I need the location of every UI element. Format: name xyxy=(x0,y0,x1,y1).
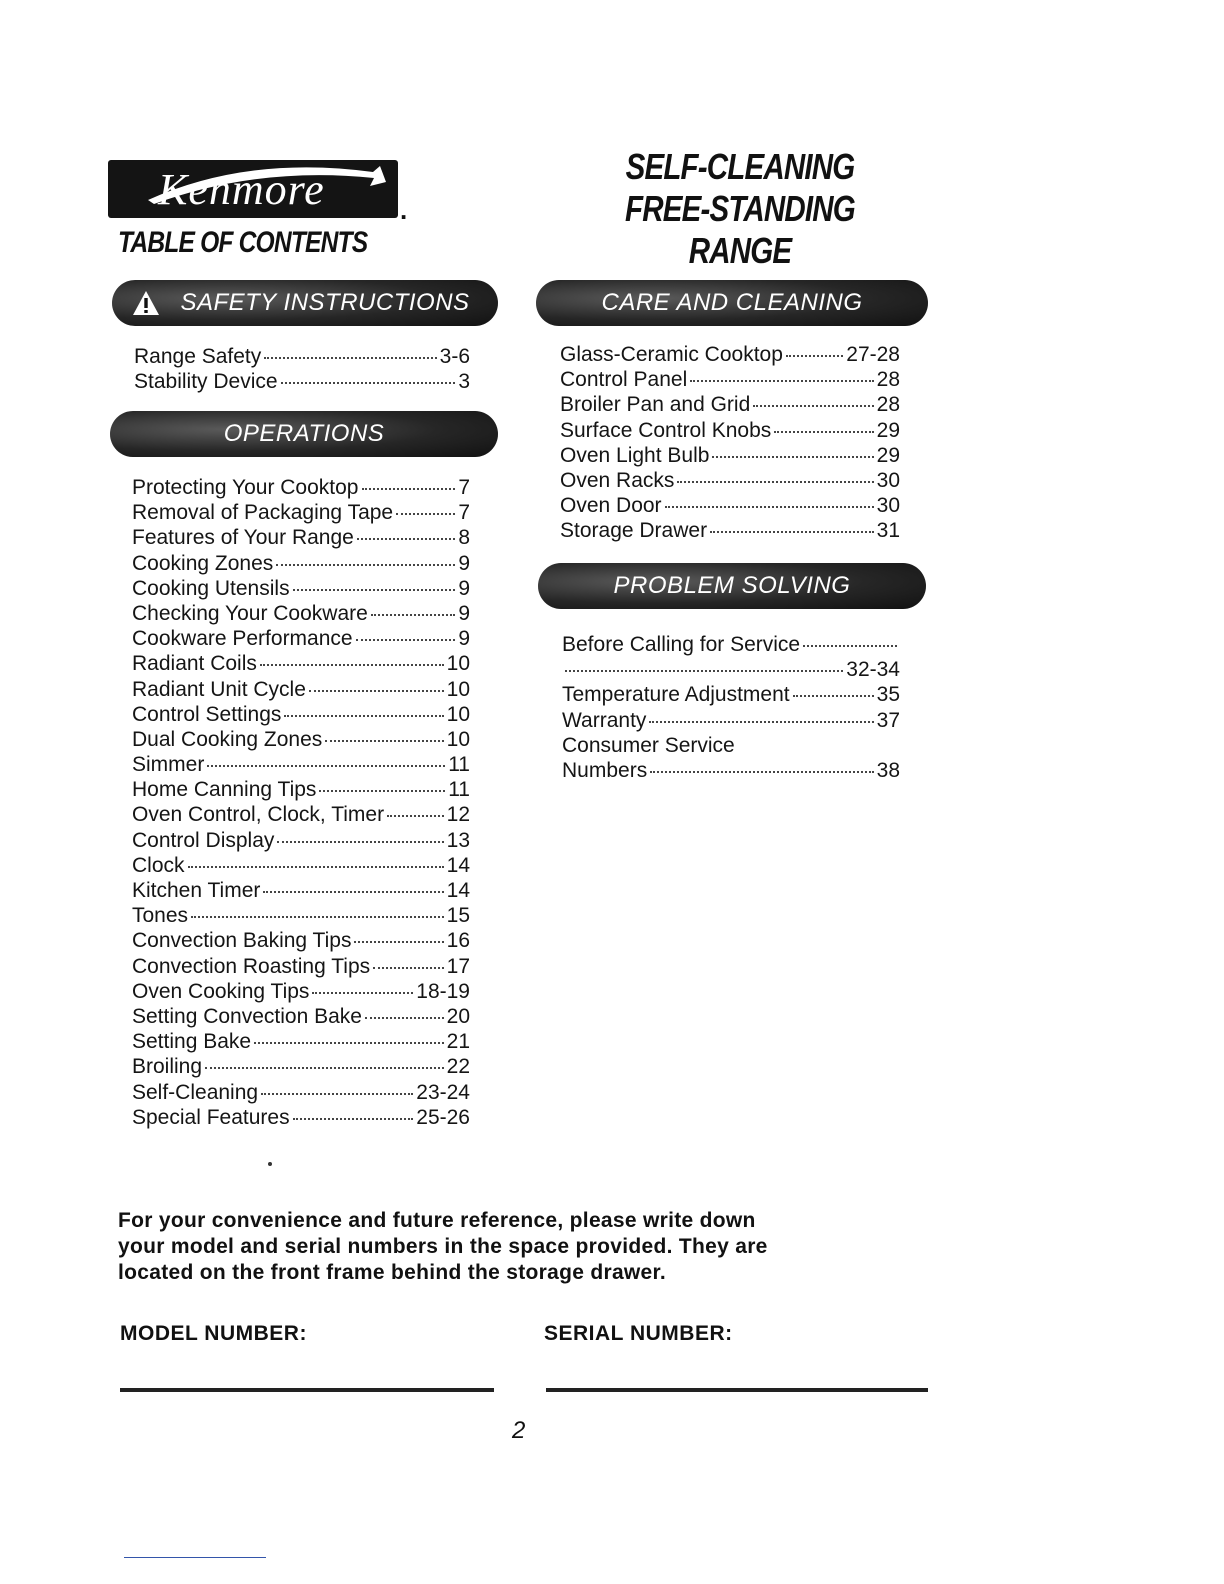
warning-icon xyxy=(132,290,160,316)
toc-entry xyxy=(132,879,470,904)
toc-leader-dots xyxy=(357,538,455,540)
reference-note xyxy=(118,1208,938,1286)
note-line-2: your model and serial numbers in the space provided. They are xyxy=(118,1235,768,1258)
toc-entry-page: 31 xyxy=(876,519,900,543)
toc-leader-dots xyxy=(396,513,455,515)
section-header-care xyxy=(536,280,928,326)
section-header-safety xyxy=(112,280,498,326)
toc-entry-label: Oven Door xyxy=(560,494,662,518)
toc-leader-dots xyxy=(276,564,455,566)
toc-entry-page: 10 xyxy=(446,702,470,726)
toc-entry-page: 3 xyxy=(458,370,470,394)
toc-entry-page: 13 xyxy=(446,828,470,852)
toc-entry-page: 11 xyxy=(448,778,470,802)
toc-entry-label: Convection Roasting Tips xyxy=(132,954,371,978)
toc-entry-label: Oven Control, Clock, Timer xyxy=(132,803,385,827)
toc-entry xyxy=(560,393,900,418)
toc-entry-label: Oven Light Bulb xyxy=(560,443,710,467)
toc-leader-dots xyxy=(665,506,874,508)
toc-entry xyxy=(562,633,900,658)
toc-entry-page: 16 xyxy=(446,929,470,953)
toc-entry-label: Special Features xyxy=(132,1105,290,1129)
logo-registered-dot: . xyxy=(400,195,408,225)
toc-entry xyxy=(560,519,900,544)
toc-entry-label: Storage Drawer xyxy=(560,519,708,543)
stray-mark xyxy=(268,1162,272,1166)
toc-leader-dots xyxy=(205,1067,444,1069)
toc-entry xyxy=(134,345,470,370)
toc-entry-page: 14 xyxy=(446,853,470,877)
toc-entry-label: Glass-Ceramic Cooktop xyxy=(560,343,783,366)
toc-entry xyxy=(132,526,470,551)
toc-entry-page: 18-19 xyxy=(416,979,470,1003)
toc-entry-page: 28 xyxy=(876,393,900,417)
toc-leader-dots xyxy=(365,1017,444,1019)
toc-entry-label: Numbers xyxy=(562,758,648,782)
toc-leader-dots xyxy=(207,765,445,767)
toc-entry xyxy=(132,577,470,602)
section-header-problem xyxy=(538,563,926,609)
toc-entry-page: 7 xyxy=(458,476,470,499)
toc-leader-dots xyxy=(325,740,443,742)
toc-entry-label: Surface Control Knobs xyxy=(560,418,772,442)
toc-entry-label: Oven Racks xyxy=(560,468,675,492)
toc-entry-label: Before Calling for Service xyxy=(562,633,801,656)
toc-entry-page: 37 xyxy=(876,708,900,732)
logo-text: Kenmore xyxy=(158,165,325,214)
toc-entry-label: Cookware Performance xyxy=(132,627,353,651)
toc-entry xyxy=(562,709,900,734)
toc-entry xyxy=(132,854,470,879)
toc-entry-page: 27-28 xyxy=(846,343,900,366)
toc-entry xyxy=(132,552,470,577)
model-number-line[interactable] xyxy=(120,1388,494,1392)
toc-entry-label: Setting Bake xyxy=(132,1030,252,1054)
toc-entry-page: 20 xyxy=(446,1004,470,1028)
toc-entry-label: Broiling xyxy=(132,1055,203,1079)
section-title-safety: SAFETY INSTRUCTIONS xyxy=(180,289,470,316)
toc-leader-dots xyxy=(690,380,873,382)
toc-entry xyxy=(134,370,470,395)
toc-entry xyxy=(132,602,470,627)
toc-leader-dots xyxy=(254,1042,444,1044)
toc-leader-dots xyxy=(373,967,444,969)
toc-entry-label: Oven Cooking Tips xyxy=(132,979,310,1003)
footer-rule xyxy=(124,1557,266,1558)
toc-entry xyxy=(132,678,470,703)
toc-entry-page: 30 xyxy=(876,494,900,518)
toc-entry-label: Range Safety xyxy=(134,345,262,368)
toc-leader-dots xyxy=(677,481,873,483)
section-title-problem: PROBLEM SOLVING xyxy=(613,572,851,599)
serial-number-label: SERIAL NUMBER: xyxy=(544,1322,733,1345)
toc-entry xyxy=(562,683,900,708)
toc-entry-page: 22 xyxy=(446,1055,470,1079)
serial-number-line[interactable] xyxy=(546,1388,928,1392)
toc-leader-dots xyxy=(803,645,897,647)
toc-entry-page: 9 xyxy=(458,551,470,575)
toc-entry xyxy=(132,627,470,652)
note-line-1: For your convenience and future reference, please write down xyxy=(118,1209,756,1232)
toc-leader-dots xyxy=(191,916,444,918)
toc-leader-dots xyxy=(786,355,843,357)
product-title-line2: FREE-STANDING RANGE xyxy=(625,188,855,271)
product-title xyxy=(540,146,940,272)
product-title-line1: SELF-CLEANING xyxy=(625,146,855,187)
toc-entry xyxy=(132,929,470,954)
toc-list-operations xyxy=(132,476,470,1131)
toc-entry-label: Control Panel xyxy=(560,368,688,392)
toc-leader-dots xyxy=(650,771,873,773)
toc-entry-page: 32-34 xyxy=(846,658,900,682)
toc-entry-page: 25-26 xyxy=(416,1105,470,1129)
toc-entry-label: Dual Cooking Zones xyxy=(132,727,323,751)
toc-entry-label: Radiant Coils xyxy=(132,652,257,676)
toc-entry xyxy=(132,1106,470,1131)
toc-leader-dots xyxy=(774,431,873,433)
toc-entry-label: Checking Your Cookware xyxy=(132,601,368,625)
model-number-label: MODEL NUMBER: xyxy=(120,1322,307,1345)
toc-entry-page: 9 xyxy=(458,576,470,600)
toc-entry-page: 38 xyxy=(876,758,900,782)
toc-leader-dots xyxy=(260,664,444,666)
toc-leader-dots xyxy=(319,790,445,792)
toc-leader-dots xyxy=(261,1093,413,1095)
toc-entry-page: 28 xyxy=(876,368,900,392)
toc-entry xyxy=(132,980,470,1005)
toc-entry xyxy=(132,778,470,803)
toc-entry-label: Tones xyxy=(132,904,189,928)
toc-leader-dots xyxy=(277,841,443,843)
toc-leader-dots xyxy=(188,866,444,868)
toc-entry-label: Radiant Unit Cycle xyxy=(132,677,306,701)
toc-leader-dots xyxy=(284,715,443,717)
toc-entry xyxy=(562,658,900,683)
toc-list-problem xyxy=(562,633,900,784)
toc-leader-dots xyxy=(710,531,874,533)
toc-entry-page: 8 xyxy=(458,526,470,550)
page-number: 2 xyxy=(512,1417,526,1444)
toc-leader-dots xyxy=(264,357,436,359)
toc-entry xyxy=(562,759,900,784)
toc-entry-label: Broiler Pan and Grid xyxy=(560,393,751,417)
section-title-operations: OPERATIONS xyxy=(223,420,385,447)
toc-entry-page: 17 xyxy=(446,954,470,978)
toc-leader-dots xyxy=(293,1118,414,1120)
toc-leader-dots xyxy=(387,815,444,817)
toc-entry-label: Self-Cleaning xyxy=(132,1080,259,1104)
toc-entry xyxy=(560,419,900,444)
toc-entry xyxy=(132,728,470,753)
toc-entry-page: 9 xyxy=(458,627,470,651)
toc-entry-label: Setting Convection Bake xyxy=(132,1004,362,1028)
toc-entry xyxy=(132,476,470,501)
toc-entry xyxy=(560,368,900,393)
table-of-contents-title: TABLE OF CONTENTS xyxy=(118,226,368,259)
toc-entry xyxy=(132,904,470,929)
toc-entry-label: Simmer xyxy=(132,753,205,777)
note-line-3: located on the front frame behind the storage drawer. xyxy=(118,1261,666,1284)
toc-leader-dots xyxy=(281,382,456,384)
toc-leader-dots xyxy=(312,992,413,994)
toc-entry-page: 10 xyxy=(446,727,470,751)
toc-entry-page: 10 xyxy=(446,652,470,676)
toc-entry-page: 21 xyxy=(446,1030,470,1054)
toc-leader-dots xyxy=(309,690,444,692)
toc-entry-label: Temperature Adjustment xyxy=(562,683,790,707)
toc-entry xyxy=(560,343,900,368)
toc-leader-dots xyxy=(293,589,456,591)
toc-list-safety xyxy=(134,345,470,395)
toc-entry-page: 23-24 xyxy=(416,1080,470,1104)
toc-leader-dots xyxy=(565,670,843,672)
toc-entry-page: 15 xyxy=(446,904,470,928)
toc-entry-label: Home Canning Tips xyxy=(132,778,317,802)
toc-entry-page: 10 xyxy=(446,677,470,701)
toc-entry-label: Consumer Service xyxy=(562,733,735,757)
toc-entry-page: 11 xyxy=(448,753,470,777)
toc-entry-label: Clock xyxy=(132,853,185,877)
toc-list-care xyxy=(560,343,900,545)
toc-leader-dots xyxy=(371,614,456,616)
toc-entry xyxy=(132,955,470,980)
toc-entry xyxy=(560,469,900,494)
section-title-care: CARE AND CLEANING xyxy=(601,289,863,316)
toc-entry xyxy=(132,829,470,854)
toc-entry-label: Stability Device xyxy=(134,370,278,394)
toc-leader-dots xyxy=(712,456,873,458)
toc-entry xyxy=(560,494,900,519)
toc-entry-label: Protecting Your Cooktop xyxy=(132,476,359,499)
toc-entry xyxy=(132,1030,470,1055)
toc-leader-dots xyxy=(362,488,456,490)
toc-leader-dots xyxy=(793,695,874,697)
toc-entry-label: Control Display xyxy=(132,828,275,852)
toc-entry xyxy=(132,501,470,526)
toc-entry-label: Convection Baking Tips xyxy=(132,929,352,953)
toc-entry-label: Cooking Zones xyxy=(132,551,274,575)
toc-entry-page: 14 xyxy=(446,879,470,902)
toc-entry-page: 3-6 xyxy=(439,345,470,368)
toc-entry-page: 29 xyxy=(876,418,900,442)
toc-entry xyxy=(560,444,900,469)
toc-entry xyxy=(132,703,470,728)
toc-entry-label: Features of Your Range xyxy=(132,526,354,550)
toc-entry-page: 9 xyxy=(458,601,470,625)
toc-entry-label: Removal of Packaging Tape xyxy=(132,501,394,525)
toc-entry-label: Control Settings xyxy=(132,702,282,726)
section-header-operations xyxy=(110,411,498,457)
toc-entry-page: 35 xyxy=(876,683,900,707)
kenmore-logo xyxy=(108,160,398,218)
toc-entry xyxy=(132,1055,470,1080)
toc-entry-label: Warranty xyxy=(562,708,647,732)
toc-leader-dots xyxy=(753,405,873,407)
toc-entry-label: Cooking Utensils xyxy=(132,576,290,600)
toc-entry-page: 12 xyxy=(446,803,470,827)
toc-entry xyxy=(562,734,900,759)
toc-entry xyxy=(132,803,470,828)
toc-leader-dots xyxy=(356,639,456,641)
toc-entry-page: 30 xyxy=(876,468,900,492)
toc-entry-label: Kitchen Timer xyxy=(132,879,261,902)
toc-entry-page: 7 xyxy=(458,501,470,525)
toc-leader-dots xyxy=(354,941,443,943)
toc-entry xyxy=(132,1005,470,1030)
toc-entry xyxy=(132,1081,470,1106)
toc-leader-dots xyxy=(263,891,443,893)
toc-entry xyxy=(132,652,470,677)
toc-entry-page: 29 xyxy=(876,443,900,467)
toc-leader-dots xyxy=(649,721,873,723)
toc-entry xyxy=(132,753,470,778)
